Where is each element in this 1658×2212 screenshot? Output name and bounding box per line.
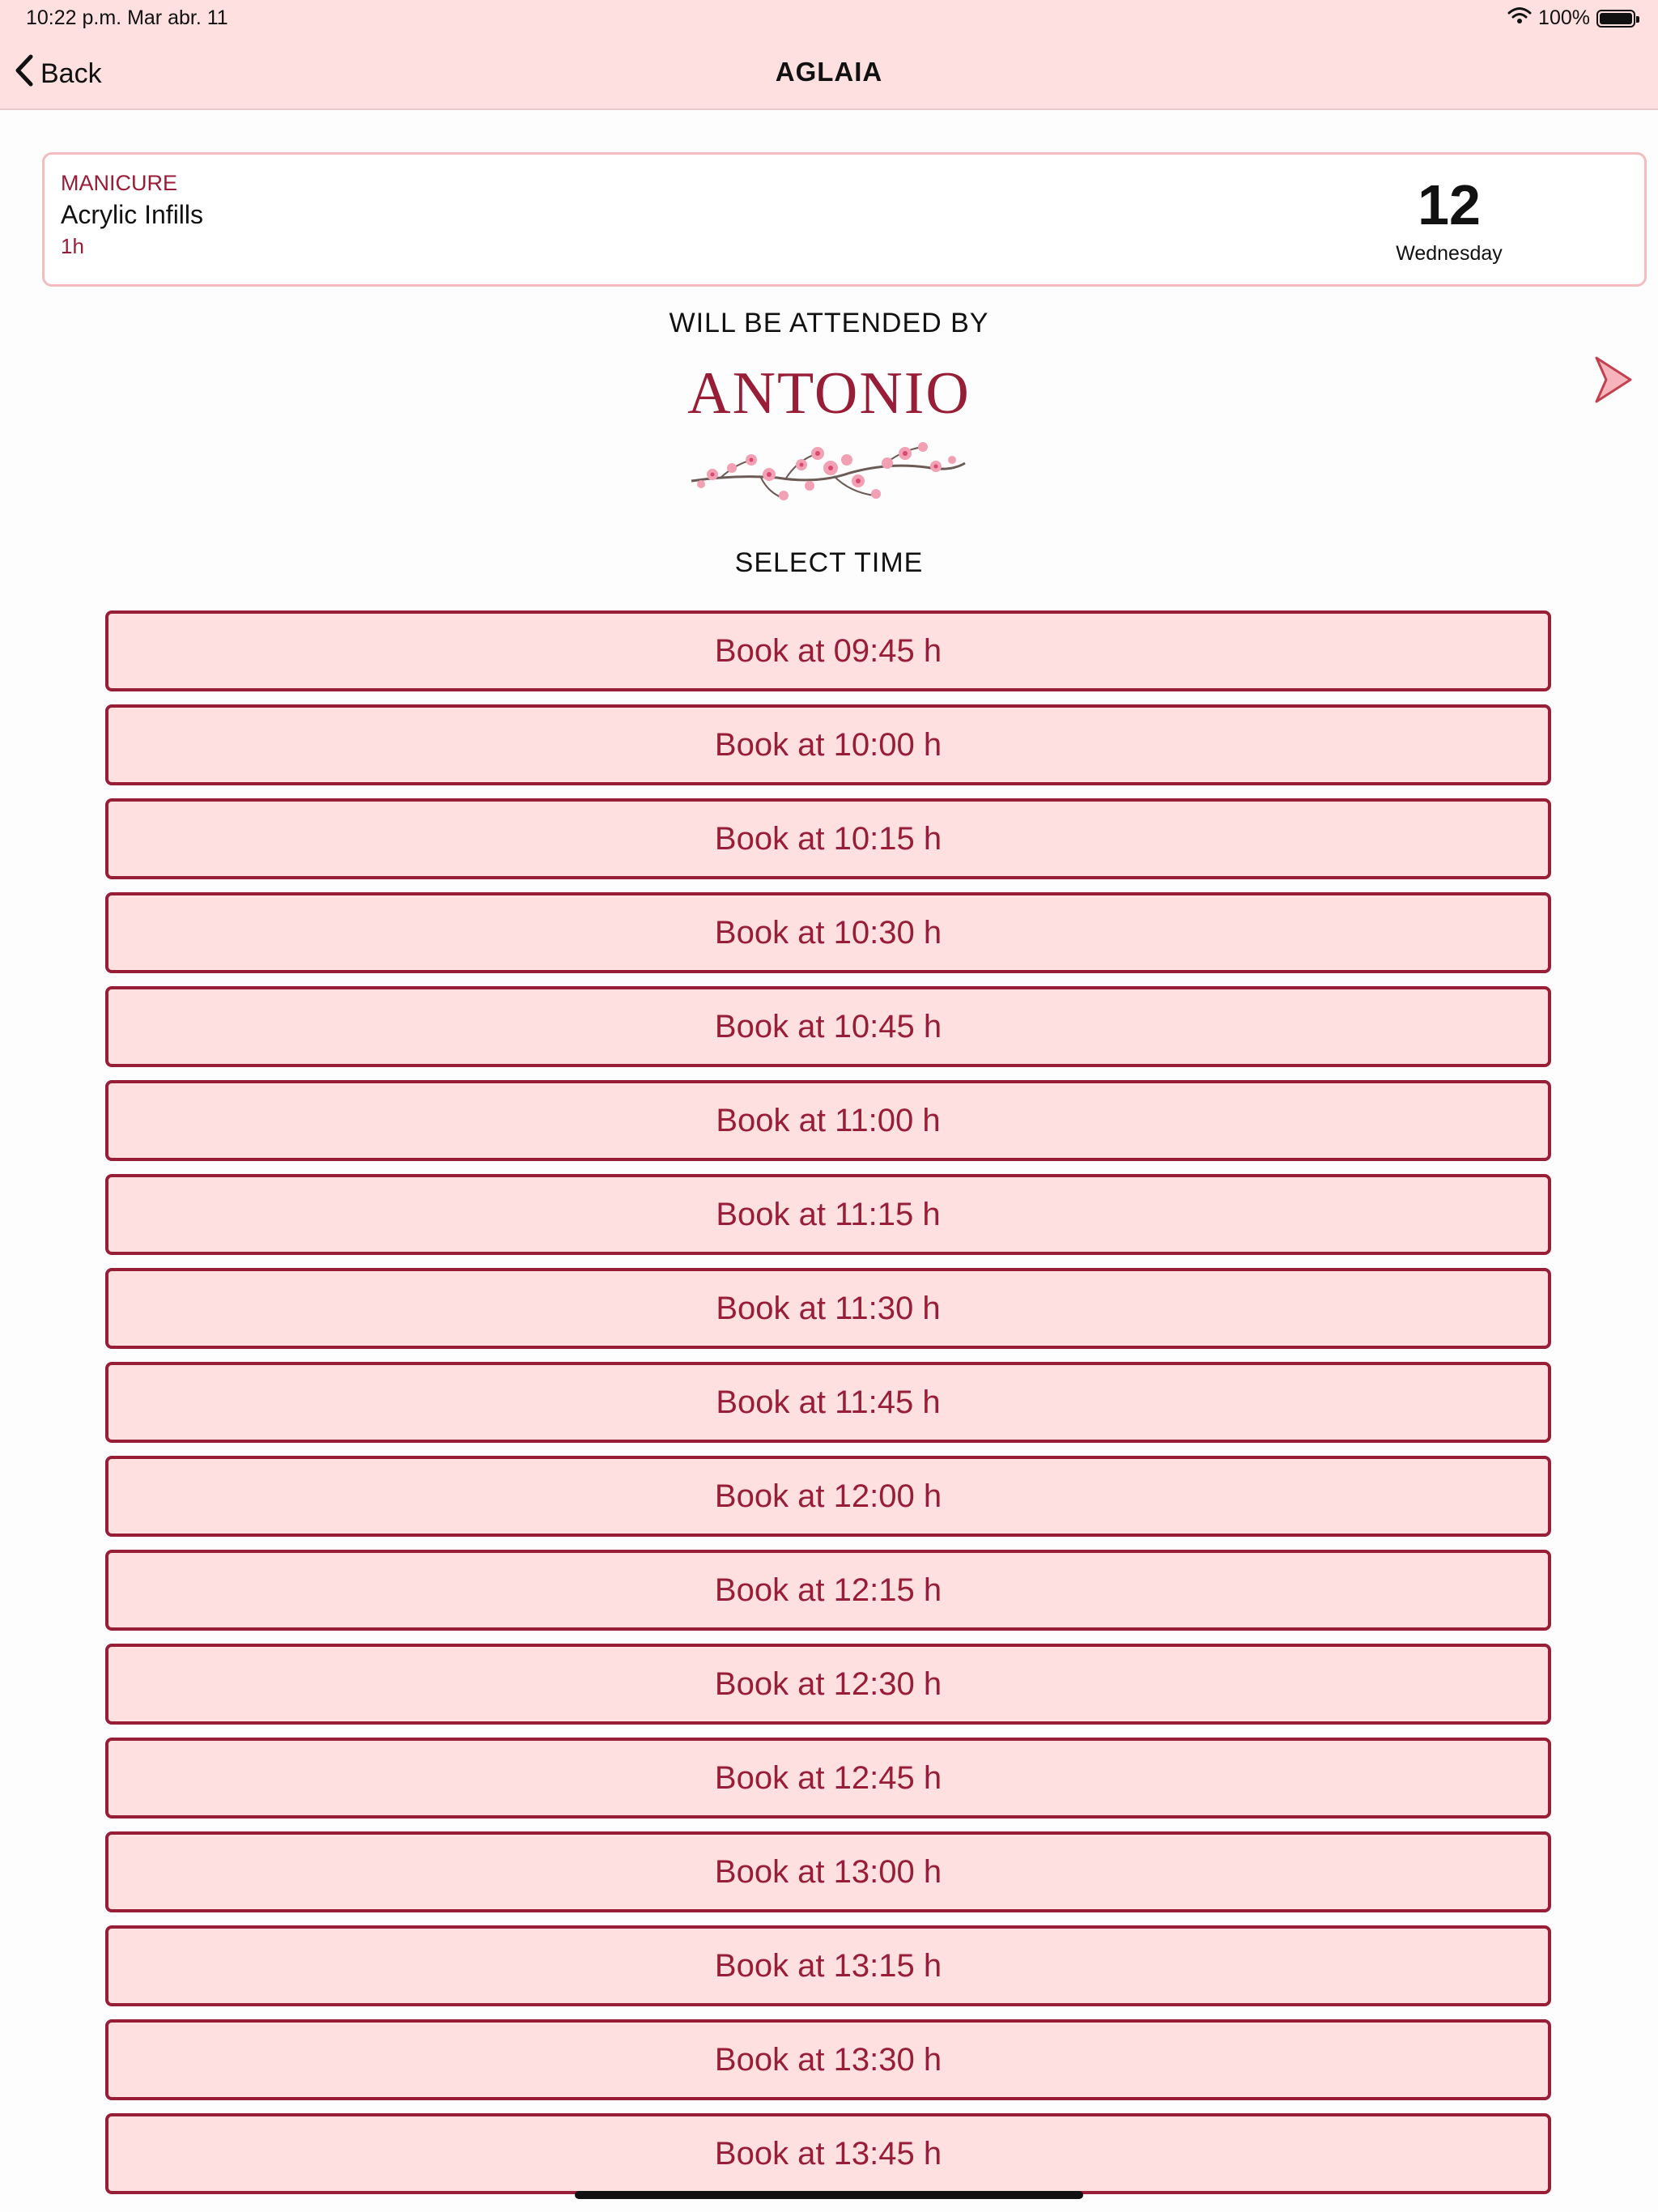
status-indicators (1507, 6, 1635, 30)
service-category: MANICURE (61, 171, 178, 195)
back-label: Back (40, 58, 102, 89)
service-name: Acrylic Infills (61, 200, 204, 229)
time-slot-list (105, 610, 1551, 2194)
appointment-day-number: 12 (1418, 173, 1481, 236)
page-title: AGLAIA (775, 57, 883, 87)
battery-percent: 100% (1538, 6, 1590, 29)
book-slot-button[interactable]: Book at 11:15 h (105, 1174, 1551, 1255)
battery-icon (1596, 10, 1635, 28)
home-indicator (575, 2191, 1083, 2199)
status-time: 10:22 p.m. Mar abr. 11 (26, 6, 228, 29)
book-slot-button[interactable]: Book at 11:30 h (105, 1268, 1551, 1349)
book-slot-button[interactable]: Book at 12:30 h (105, 1644, 1551, 1725)
book-slot-button[interactable]: Book at 13:30 h (105, 2019, 1551, 2100)
attended-by-label: WILL BE ATTENDED BY (669, 308, 989, 338)
service-summary-card (42, 152, 1647, 287)
book-slot-button[interactable]: Book at 11:45 h (105, 1362, 1551, 1443)
navigation-bar (0, 0, 1658, 110)
wifi-icon (1507, 6, 1532, 30)
select-time-label: SELECT TIME (734, 547, 924, 578)
service-duration: 1h (61, 234, 84, 258)
book-slot-button[interactable]: Book at 10:30 h (105, 892, 1551, 973)
book-slot-button[interactable]: Book at 13:45 h (105, 2113, 1551, 2194)
book-slot-button[interactable]: Book at 10:15 h (105, 798, 1551, 879)
next-stylist-arrow-icon[interactable] (1593, 355, 1634, 405)
book-slot-button[interactable]: Book at 11:00 h (105, 1080, 1551, 1161)
book-slot-button[interactable]: Book at 10:45 h (105, 986, 1551, 1067)
cherry-blossom-decoration (688, 428, 968, 505)
book-slot-button[interactable]: Book at 13:15 h (105, 1925, 1551, 2006)
book-slot-button[interactable]: Book at 12:00 h (105, 1456, 1551, 1537)
appointment-day-name: Wednesday (1396, 242, 1503, 265)
book-slot-button[interactable]: Book at 09:45 h (105, 610, 1551, 691)
stylist-name: ANTONIO (687, 360, 971, 427)
book-slot-button[interactable]: Book at 12:45 h (105, 1738, 1551, 1819)
book-slot-button[interactable]: Book at 12:15 h (105, 1550, 1551, 1631)
book-slot-button[interactable]: Book at 13:00 h (105, 1831, 1551, 1912)
book-slot-button[interactable]: Book at 10:00 h (105, 704, 1551, 785)
